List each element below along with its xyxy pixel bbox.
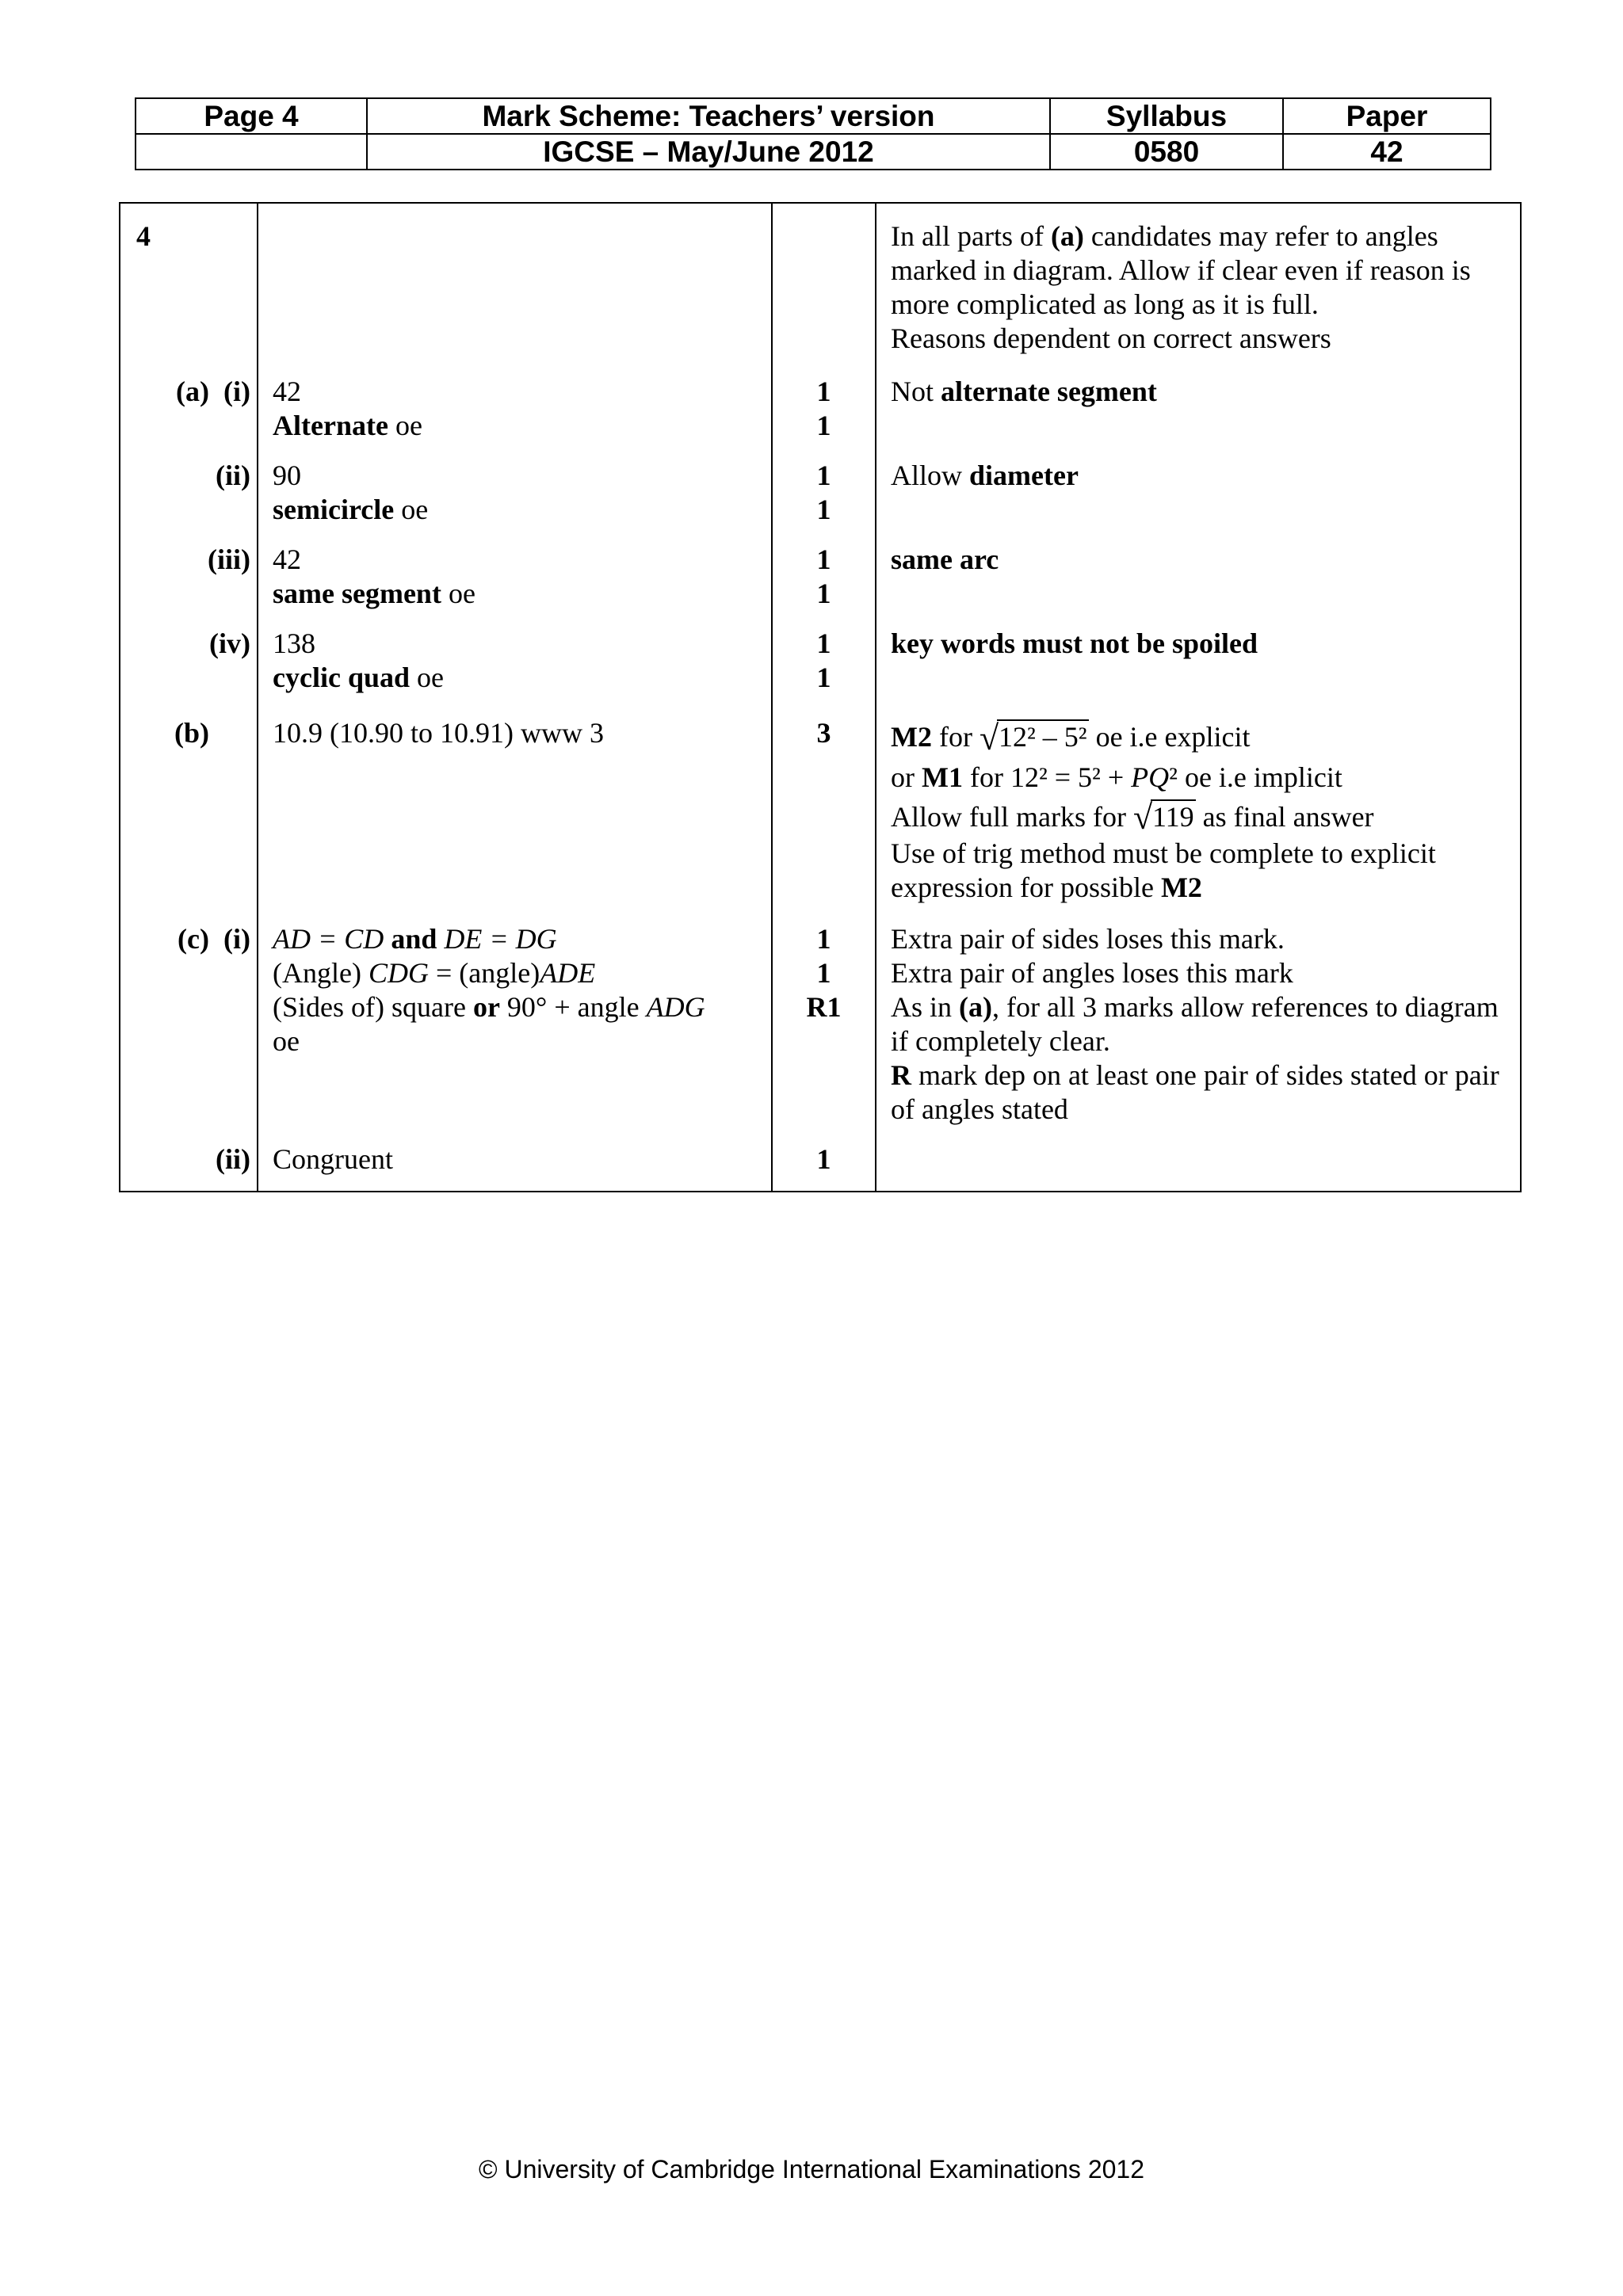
answer-value: 42 — [273, 543, 301, 575]
answer-row-a-iii: (iii) 42 same segment oe 1 1 same arc — [120, 543, 1521, 627]
answer-row-a-i: (a) (i) 42 Alternate oe 1 1 Not alternate segment — [120, 372, 1521, 459]
answer-value: 10.9 (10.90 to 10.91) www 3 — [258, 716, 772, 922]
subpart-label: (iii) — [208, 543, 250, 575]
answer-value: 90 — [273, 460, 301, 491]
answer-line: (Sides of) square or 90° + angle ADG — [273, 991, 705, 1023]
guidance: Not alternate segment — [876, 372, 1521, 459]
answer-reason: Alternate — [273, 410, 388, 441]
copyright-footer: © University of Cambridge International Examinations 2012 — [479, 2155, 1144, 2183]
guidance: Extra pair of sides loses this mark. Extra pair of angles loses this mark As in (a), for all 3 marks allow references to diagram if completely clear. R mark dep on at least one pair of sides stated or pair of angles stated — [876, 922, 1521, 1142]
answer-value: Congruent — [258, 1142, 772, 1192]
answer-reason: semicircle — [273, 494, 395, 525]
part-label: (a) — [176, 376, 210, 407]
question-number: 4 — [120, 203, 258, 372]
mark: 1 — [816, 957, 831, 989]
mark: 1 — [772, 1142, 876, 1192]
answer-row-c-ii — [120, 1142, 1521, 1192]
answer-line: oe — [273, 1025, 300, 1057]
answer-row-c-i — [120, 922, 1521, 1142]
answer-value: 138 — [273, 627, 315, 659]
guidance: M2 for √ 12² – 5² oe i.e explicit or M1 for 12² = 5² + PQ² oe i.e implicit Allow full marks for √ 119 as final answer Use of trig method must be complete to explicit expression for possible M2 — [876, 716, 1521, 922]
mark: 1 — [816, 494, 831, 525]
answer-line: AD = CD and DE = DG — [273, 923, 557, 955]
subpart-label: (ii) — [216, 1143, 250, 1175]
paper-number: 42 — [1283, 134, 1491, 170]
mark: R1 — [806, 991, 842, 1023]
answer-line: (Angle) CDG = (angle)ADE — [273, 957, 596, 989]
document-title: Mark Scheme: Teachers’ version — [367, 98, 1050, 134]
syllabus-label: Syllabus — [1050, 98, 1283, 134]
answer-reason: cyclic quad — [273, 662, 411, 693]
part-label: (b) — [174, 717, 209, 749]
mark: 1 — [816, 578, 831, 609]
mark: 1 — [816, 410, 831, 441]
part-label: (c) — [178, 923, 210, 955]
syllabus-code: 0580 — [1050, 134, 1283, 170]
exam-session: IGCSE – May/June 2012 — [367, 134, 1050, 170]
page-number: Page 4 — [136, 98, 367, 134]
answer-row-a-ii: (ii) 90 semicircle oe 1 1 Allow diameter — [120, 459, 1521, 543]
guidance: same arc — [876, 543, 1521, 627]
header-empty-cell — [136, 134, 367, 170]
mark: 1 — [816, 627, 831, 659]
subpart-label: (i) — [223, 376, 250, 407]
square-root: √ 12² – 5² — [979, 719, 1087, 757]
question-guidance: In all parts of (a) candidates may refer to angles marked in diagram. Allow if clear even if reason is more complicated as long as it is full. Reasons dependent on correct answers — [876, 203, 1521, 372]
paper-label: Paper — [1283, 98, 1491, 134]
question-row — [120, 203, 1521, 372]
mark: 1 — [816, 543, 831, 575]
square-root: √ 119 — [1132, 798, 1194, 837]
mark: 3 — [772, 716, 876, 922]
answer-value: 42 — [273, 376, 301, 407]
guidance: Allow diameter — [876, 459, 1521, 543]
answer-row-a-iv: (iv) 138 cyclic quad oe 1 1 key words must not be spoiled — [120, 627, 1521, 716]
subpart-label: (ii) — [216, 460, 250, 491]
answer-reason: same segment — [273, 578, 441, 609]
mark: 1 — [816, 376, 831, 407]
mark: 1 — [816, 460, 831, 491]
mark-scheme-table — [119, 202, 1522, 1192]
guidance: key words must not be spoiled — [876, 627, 1521, 716]
subpart-label: (iv) — [209, 627, 250, 659]
mark: 1 — [816, 662, 831, 693]
answer-row-b — [120, 716, 1521, 922]
header-table — [135, 97, 1491, 170]
subpart-label: (i) — [223, 923, 250, 955]
mark: 1 — [816, 923, 831, 955]
